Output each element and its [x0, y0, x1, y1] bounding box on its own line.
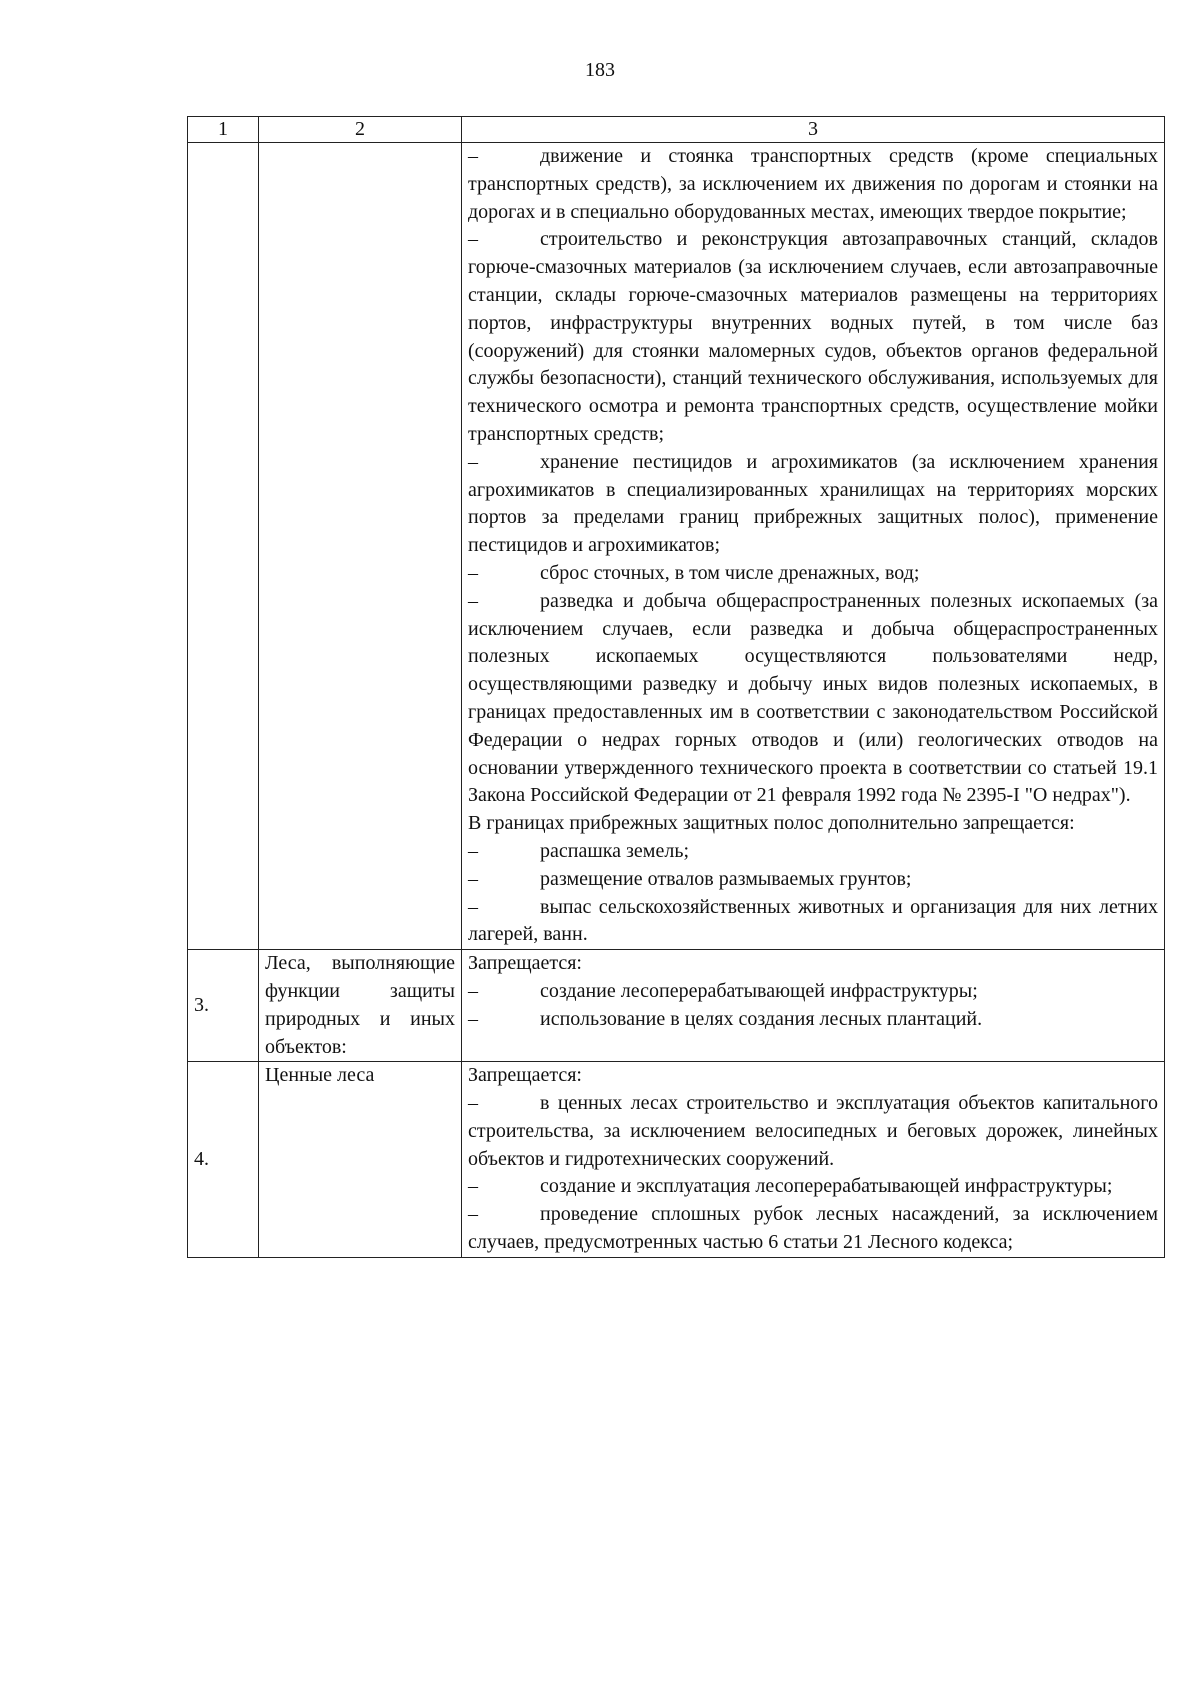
restrictions-cell	[462, 143, 1165, 950]
header-col-1: 1	[188, 117, 259, 143]
dash-marker: –	[468, 839, 478, 862]
dash-marker: –	[468, 228, 478, 251]
table-header-row	[188, 117, 1165, 143]
list-item-text: размещение отвалов размываемых грунтов;	[540, 867, 912, 890]
zone-name-cell	[259, 143, 462, 950]
zone-name-cell	[259, 1062, 462, 1258]
zone-name: Леса, выполняющие функции защиты природных и иных объектов:	[265, 952, 455, 1058]
list-item	[468, 1173, 1158, 1201]
list-item	[468, 838, 1158, 866]
list-item-text: распашка земель;	[540, 839, 689, 862]
list-item-text: сброс сточных, в том числе дренажных, вод;	[540, 561, 920, 584]
dash-marker: –	[468, 1007, 478, 1030]
dash-marker: –	[468, 867, 478, 890]
table-row	[188, 1062, 1165, 1258]
row-number-cell: 3.	[188, 950, 259, 1062]
restrictions-cell	[462, 950, 1165, 1062]
list-item-text: строительство и реконструкция автозаправочных станций, складов горюче-смазочных материалов (за исключением случаев, если автозаправочные станции, склады горюче-смазочных материалов размещены на территориях портов, инфраструктуры внутренних водных путей, в том числе баз (сооружений) для стоянки маломерных судов, объектов органов федеральной службы безопасности), станций технического обслуживания, используемых для технического осмотра и ремонта транспортных средств, осуществление мойки транспортных средств;	[468, 228, 1158, 445]
header-col-2: 2	[259, 117, 462, 143]
list-item-text: создание лесоперерабатывающей инфраструктуры;	[540, 979, 978, 1002]
zone-name-cell	[259, 950, 462, 1062]
list-item-text: хранение пестицидов и агрохимикатов (за исключением хранения агрохимикатов в специализированных хранилищах на территориях морских портов за пределами границ прибрежных защитных полос), применение пестицидов и агрохимикатов;	[468, 450, 1158, 557]
restrictions-table	[187, 116, 1165, 1258]
list-item	[468, 143, 1158, 226]
zone-name: Ценные леса	[265, 1064, 375, 1087]
header-col-3: 3	[462, 117, 1165, 143]
list-item-text: разведка и добыча общераспространенных полезных ископаемых (за исключением случаев, если разведка и добыча общераспространенных полезных ископаемых осуществляются пользователями недр, осуществляющими разведку и добычу иных видов полезных ископаемых, в границах предоставленных им в соответствии с законодательством Российской Федерации о недрах горных отводов и (или) геологических отводов на основании утвержденного технического проекта в соответствии со статьей 19.1 Закона Российской Федерации от 21 февраля 1992 года № 2395-I "О недрах").	[468, 589, 1158, 807]
list-item	[468, 894, 1158, 950]
list-item-text: создание и эксплуатация лесоперерабатывающей инфраструктуры;	[540, 1175, 1113, 1198]
dash-marker: –	[468, 979, 478, 1002]
list-item	[468, 1006, 1158, 1034]
table-row-continuation	[188, 143, 1165, 950]
table-row	[188, 950, 1165, 1062]
list-item	[468, 226, 1158, 448]
paragraph-intro: Запрещается:	[468, 952, 582, 975]
list-item	[468, 978, 1158, 1006]
dash-marker: –	[468, 1092, 478, 1115]
list-item-text: в ценных лесах строительство и эксплуатация объектов капитального строительства, за исключением велосипедных и беговых дорожек, линейных объектов и гидротехнических сооружений.	[468, 1092, 1158, 1170]
list-item-text: движение и стоянка транспортных средств (кроме специальных транспортных средств), за исключением их движения по дорогам и стоянки на дорогах и в специально оборудованных местах, имеющих твердое покрытие;	[468, 145, 1158, 223]
list-item	[468, 588, 1158, 810]
dash-marker: –	[468, 145, 478, 167]
dash-marker: –	[468, 450, 478, 473]
list-item	[468, 866, 1158, 894]
page-number: 183	[585, 59, 615, 81]
paragraph-intro: В границах прибрежных защитных полос дополнительно запрещается:	[468, 812, 1075, 835]
dash-marker: –	[468, 561, 478, 584]
list-item-text: использование в целях создания лесных плантаций.	[540, 1007, 983, 1030]
list-item	[468, 1090, 1158, 1173]
list-item	[468, 560, 1158, 588]
list-item	[468, 1201, 1158, 1257]
dash-marker: –	[468, 895, 478, 918]
list-item-text: выпас сельскохозяйственных животных и организация для них летних лагерей, ванн.	[468, 895, 1158, 946]
dash-marker: –	[468, 1175, 478, 1198]
row-number-cell: 4.	[188, 1062, 259, 1258]
paragraph-intro: Запрещается:	[468, 1064, 582, 1087]
list-item	[468, 449, 1158, 560]
dash-marker: –	[468, 589, 478, 612]
dash-marker: –	[468, 1203, 478, 1226]
restrictions-cell	[462, 1062, 1165, 1258]
list-item-text: проведение сплошных рубок лесных насаждений, за исключением случаев, предусмотренных частью 6 статьи 21 Лесного кодекса;	[468, 1203, 1158, 1254]
row-number-cell	[188, 143, 259, 950]
